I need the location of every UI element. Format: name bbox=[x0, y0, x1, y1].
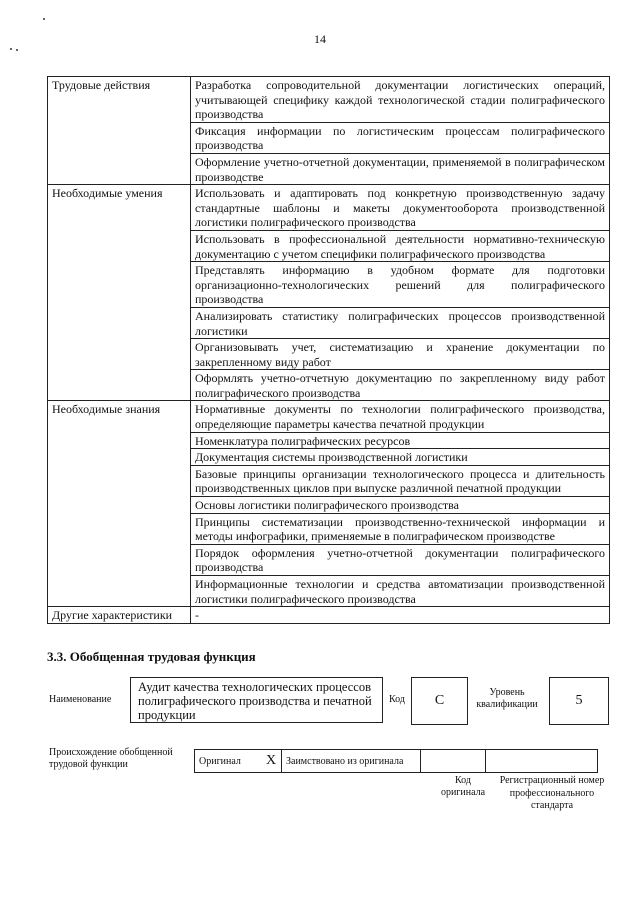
table-cell: Фиксация информации по логистическим процессам полиграфического производства bbox=[191, 122, 610, 153]
table-row bbox=[48, 401, 610, 432]
table-cell: Анализировать статистику полиграфических процессов производственной логистики bbox=[191, 307, 610, 338]
origin-borrowed-cell: Заимствовано из оригинала bbox=[282, 750, 421, 773]
origin-table bbox=[194, 749, 598, 773]
table-cell: Использовать в профессиональной деятельности нормативно-техническую документацию с учетом специфики полиграфического производства bbox=[191, 230, 610, 261]
row-label: Трудовые действия bbox=[48, 77, 191, 185]
row-label: Необходимые знания bbox=[48, 401, 191, 607]
qualification-level-field: 5 bbox=[549, 677, 609, 725]
table-cell: Базовые принципы организации технологического процесса и длительность производственных циклов при выпуске различной печатной продукции bbox=[191, 465, 610, 496]
table-cell: Документация системы производственной логистики bbox=[191, 449, 610, 466]
table-cell: Нормативные документы по технологии полиграфического производства, определяющие параметры качества печатной продукции bbox=[191, 401, 610, 432]
row-label: Необходимые умения bbox=[48, 185, 191, 401]
table-row bbox=[48, 77, 610, 123]
table-cell: Организовывать учет, систематизацию и хранение документации по закрепленному виду работ bbox=[191, 339, 610, 370]
origin-original-cell: Оригинал bbox=[195, 750, 262, 773]
table-cell: Порядок оформления учетно-отчетной документации полиграфического производства bbox=[191, 544, 610, 575]
table-cell: Принципы систематизации производственно-технической информации и методы инфографики, применяемые в полиграфическом производстве bbox=[191, 513, 610, 544]
qualification-level-label: Уровень квалификации bbox=[476, 687, 538, 710]
page-number: 14 bbox=[314, 32, 326, 46]
function-name-field: Аудит качества технологических процессов полиграфического производства и печатной продукции bbox=[130, 677, 383, 723]
table-cell: Оформление учетно-отчетной документации, применяемой в полиграфическом производстве bbox=[191, 153, 610, 184]
table-cell: Оформлять учетно-отчетную документацию по закрепленному виду работ полиграфического производства bbox=[191, 370, 610, 401]
origin-reg-cell bbox=[486, 750, 598, 773]
table-row bbox=[48, 607, 610, 624]
section-title: 3.3. Обобщенная трудовая функция bbox=[47, 649, 256, 664]
scan-dot bbox=[43, 18, 45, 20]
name-label: Наименование bbox=[49, 694, 112, 705]
table-cell: Представлять информацию в удобном формате для подготовки организационно-технологических решений для полиграфического производства bbox=[191, 262, 610, 308]
table-cell: Разработка сопроводительной документации логистических операций, учитывающей специфику каждой технологической стадии полиграфического производства bbox=[191, 77, 610, 123]
scan-dot bbox=[16, 49, 18, 51]
code-label: Код bbox=[389, 694, 405, 705]
table-cell: Основы логистики полиграфического производства bbox=[191, 497, 610, 514]
scan-dot bbox=[10, 48, 12, 50]
origin-mark-cell: X bbox=[261, 750, 282, 773]
origin-label: Происхождение обобщенной трудовой функции bbox=[49, 747, 173, 770]
table-cell: Использовать и адаптировать под конкретную производственную задачу стандартные шаблоны и макеты документооборота производственной логистики полиграфического производства bbox=[191, 185, 610, 231]
code-field: C bbox=[411, 677, 468, 725]
table-cell: Номенклатура полиграфических ресурсов bbox=[191, 432, 610, 449]
row-label: Другие характеристики bbox=[48, 607, 191, 624]
table-cell: Информационные технологии и средства автоматизации производственной логистики полиграфического производства bbox=[191, 576, 610, 607]
table-row bbox=[48, 185, 610, 231]
origin-code-cell bbox=[421, 750, 486, 773]
labor-functions-table bbox=[47, 76, 610, 624]
origin-reg-caption: Регистрационный номер профессионального стандарта bbox=[499, 775, 605, 811]
origin-code-caption: Код оригинала bbox=[440, 775, 486, 798]
table-cell: - bbox=[191, 607, 610, 624]
table-row bbox=[195, 750, 598, 773]
